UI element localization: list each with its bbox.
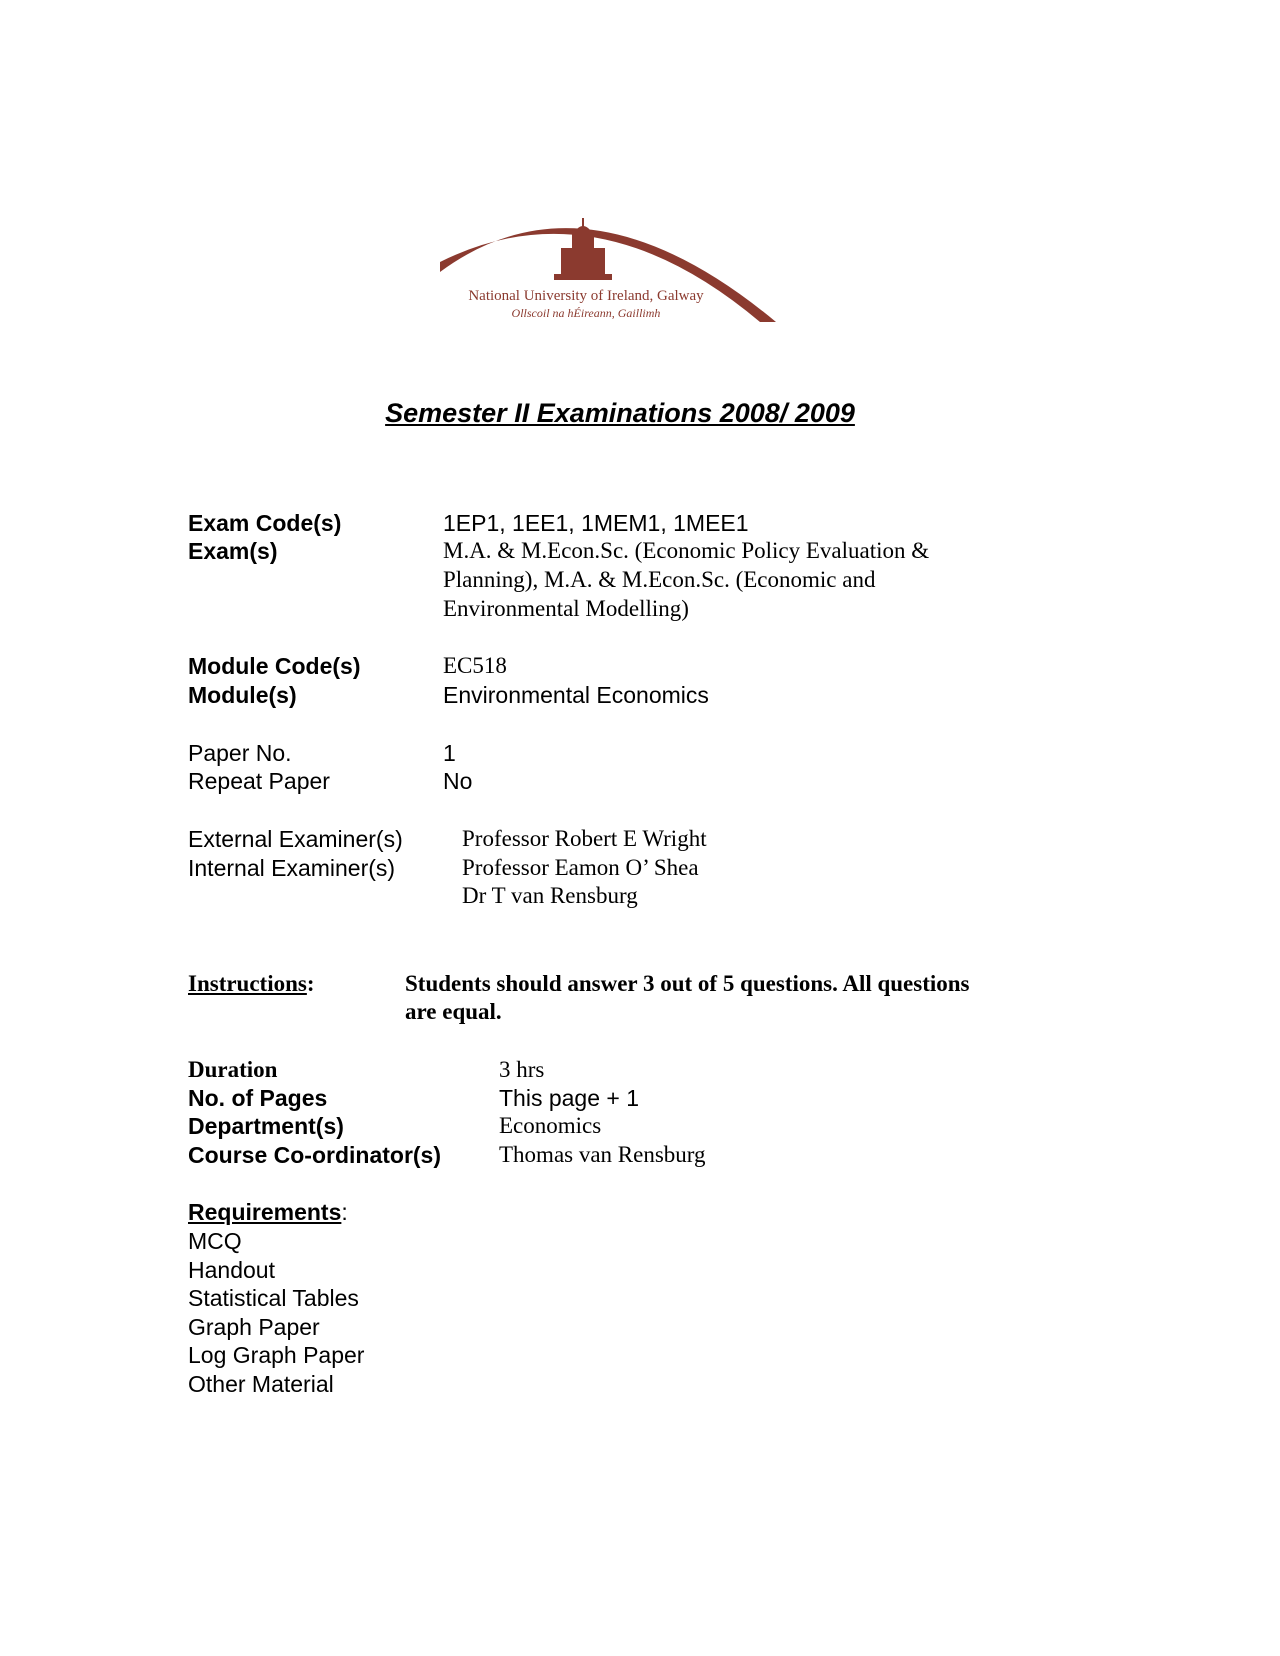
departments-value: Economics bbox=[499, 1113, 602, 1138]
instructions-line-2: are equal. bbox=[405, 999, 502, 1024]
exams-line-2: Planning), M.A. & M.Econ.Sc. (Economic and bbox=[443, 567, 876, 592]
duration-value: 3 hrs bbox=[499, 1057, 545, 1082]
instructions-label: Instructions bbox=[188, 971, 307, 996]
internal-examiner-1: Professor Eamon O’ Shea bbox=[462, 855, 699, 880]
module-codes-label: Module Code(s) bbox=[188, 653, 361, 679]
requirement-item: Handout bbox=[188, 1257, 275, 1283]
exam-codes-label: Exam Code(s) bbox=[188, 510, 342, 536]
requirement-item: Log Graph Paper bbox=[188, 1342, 365, 1368]
university-logo bbox=[436, 204, 802, 330]
no-of-pages-label: No. of Pages bbox=[188, 1085, 328, 1111]
logo-line2: Ollscoil na hÉireann, Gaillimh bbox=[511, 306, 661, 320]
exam-codes-value: 1EP1, 1EE1, 1MEM1, 1MEE1 bbox=[443, 510, 749, 536]
logo-tower bbox=[554, 218, 612, 280]
requirement-item: MCQ bbox=[188, 1228, 242, 1254]
external-examiners-label: External Examiner(s) bbox=[188, 826, 403, 852]
paper-no-value: 1 bbox=[443, 740, 456, 766]
module-codes-value: EC518 bbox=[443, 653, 507, 678]
page-title: Semester II Examinations 2008/ 2009 bbox=[385, 398, 855, 428]
exams-line-3: Environmental Modelling) bbox=[443, 596, 689, 621]
instructions-line-1: Students should answer 3 out of 5 questions. All questions bbox=[405, 971, 970, 996]
paper-no-label: Paper No. bbox=[188, 740, 292, 766]
coordinators-value: Thomas van Rensburg bbox=[499, 1142, 706, 1167]
departments-label: Department(s) bbox=[188, 1113, 344, 1139]
requirements-colon: : bbox=[341, 1199, 348, 1225]
requirements-heading bbox=[188, 1198, 348, 1226]
internal-examiners-label: Internal Examiner(s) bbox=[188, 855, 396, 881]
duration-label: Duration bbox=[188, 1057, 278, 1082]
modules-value: Environmental Economics bbox=[443, 682, 709, 708]
modules-label: Module(s) bbox=[188, 682, 297, 708]
exams-label: Exam(s) bbox=[188, 538, 278, 564]
requirements-label: Requirements bbox=[188, 1199, 342, 1225]
coordinators-label: Course Co-ordinator(s) bbox=[188, 1142, 441, 1168]
requirement-item: Other Material bbox=[188, 1371, 334, 1397]
internal-examiner-2: Dr T van Rensburg bbox=[462, 883, 638, 908]
external-examiner-value: Professor Robert E Wright bbox=[462, 826, 707, 851]
repeat-paper-value: No bbox=[443, 768, 473, 794]
requirement-item: Graph Paper bbox=[188, 1314, 320, 1340]
exams-line-1: M.A. & M.Econ.Sc. (Economic Policy Evaluation & bbox=[443, 538, 930, 563]
repeat-paper-label: Repeat Paper bbox=[188, 768, 330, 794]
requirement-item: Statistical Tables bbox=[188, 1285, 359, 1311]
instructions-label-wrap bbox=[188, 970, 315, 998]
logo-line1: National University of Ireland, Galway bbox=[468, 288, 704, 304]
no-of-pages-value: This page + 1 bbox=[499, 1085, 640, 1111]
instructions-colon: : bbox=[306, 971, 315, 996]
